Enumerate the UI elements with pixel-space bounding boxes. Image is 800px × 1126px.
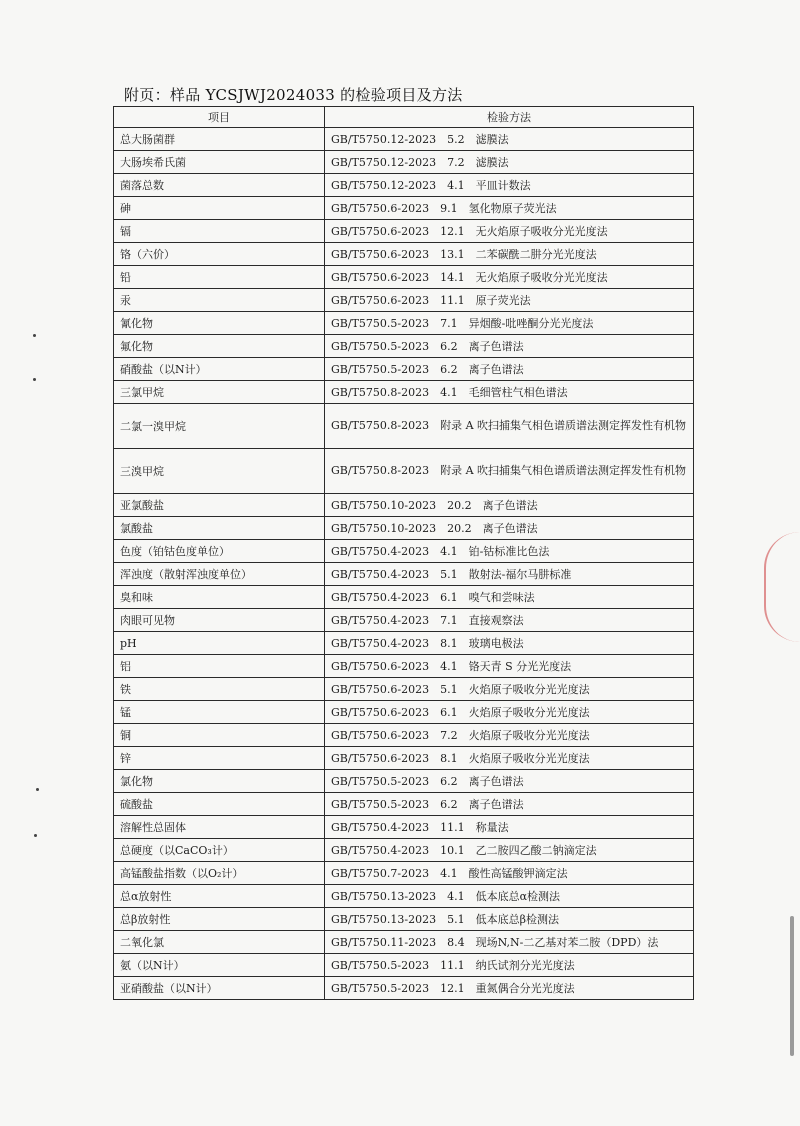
- row-method-cell: GB/T5750.6-2023 14.1 无火焰原子吸收分光光度法: [325, 266, 694, 289]
- table-row: [114, 655, 694, 678]
- table-row: [114, 358, 694, 381]
- row-method-cell: GB/T5750.12-2023 5.2 滤膜法: [325, 128, 694, 151]
- row-method-cell: GB/T5750.5-2023 7.1 异烟酸-吡唑酮分光光度法: [325, 312, 694, 335]
- table-row: [114, 449, 694, 494]
- table-row: [114, 931, 694, 954]
- row-item-cell: 铜: [114, 724, 325, 747]
- table-row: [114, 862, 694, 885]
- row-item-cell: 溶解性总固体: [114, 816, 325, 839]
- seal-stamp-partial: [764, 532, 800, 642]
- row-item-cell: 氰化物: [114, 312, 325, 335]
- row-method-cell: GB/T5750.6-2023 13.1 二苯碳酰二肼分光光度法: [325, 243, 694, 266]
- table-row: [114, 563, 694, 586]
- scan-speck: [36, 788, 39, 791]
- row-item-cell: 大肠埃希氏菌: [114, 151, 325, 174]
- row-method-cell: GB/T5750.4-2023 8.1 玻璃电极法: [325, 632, 694, 655]
- row-item-cell: 总硬度（以CaCO₃计）: [114, 839, 325, 862]
- row-item-cell: 高锰酸盐指数（以O₂计）: [114, 862, 325, 885]
- table-row: [114, 701, 694, 724]
- row-item-cell: 锰: [114, 701, 325, 724]
- row-method-cell: GB/T5750.5-2023 6.2 离子色谱法: [325, 793, 694, 816]
- table-row: [114, 335, 694, 358]
- table-row: [114, 494, 694, 517]
- row-method-cell: GB/T5750.6-2023 4.1 铬天青 S 分光光度法: [325, 655, 694, 678]
- table-row: [114, 586, 694, 609]
- row-method-cell: GB/T5750.5-2023 6.2 离子色谱法: [325, 358, 694, 381]
- row-item-cell: 亚氯酸盐: [114, 494, 325, 517]
- row-method-cell: GB/T5750.13-2023 5.1 低本底总β检测法: [325, 908, 694, 931]
- table-row: [114, 885, 694, 908]
- table-row: [114, 678, 694, 701]
- row-method-cell: GB/T5750.4-2023 7.1 直接观察法: [325, 609, 694, 632]
- table-row: [114, 724, 694, 747]
- scan-speck: [33, 378, 36, 381]
- table-row: [114, 174, 694, 197]
- table-row: [114, 793, 694, 816]
- row-item-cell: 铅: [114, 266, 325, 289]
- row-item-cell: pH: [114, 632, 325, 655]
- scan-speck: [33, 334, 36, 337]
- scrollbar[interactable]: [790, 916, 794, 1056]
- row-method-cell: GB/T5750.5-2023 11.1 纳氏试剂分光光度法: [325, 954, 694, 977]
- table-row: [114, 289, 694, 312]
- row-method-cell: GB/T5750.4-2023 10.1 乙二胺四乙酸二钠滴定法: [325, 839, 694, 862]
- row-item-cell: 亚硝酸盐（以N计）: [114, 977, 325, 1000]
- row-item-cell: 菌落总数: [114, 174, 325, 197]
- row-method-cell: GB/T5750.4-2023 5.1 散射法-福尔马肼标准: [325, 563, 694, 586]
- table-row: [114, 770, 694, 793]
- row-method-cell: GB/T5750.10-2023 20.2 离子色谱法: [325, 517, 694, 540]
- row-item-cell: 锌: [114, 747, 325, 770]
- table-row: [114, 540, 694, 563]
- row-method-cell: GB/T5750.10-2023 20.2 离子色谱法: [325, 494, 694, 517]
- table-row: [114, 747, 694, 770]
- row-method-cell: GB/T5750.6-2023 8.1 火焰原子吸收分光光度法: [325, 747, 694, 770]
- row-method-cell: GB/T5750.12-2023 7.2 滤膜法: [325, 151, 694, 174]
- row-method-cell: GB/T5750.4-2023 4.1 铂-钴标准比色法: [325, 540, 694, 563]
- row-item-cell: 铝: [114, 655, 325, 678]
- table-row: [114, 839, 694, 862]
- row-method-cell: GB/T5750.6-2023 7.2 火焰原子吸收分光光度法: [325, 724, 694, 747]
- row-item-cell: 氯酸盐: [114, 517, 325, 540]
- row-item-cell: 砷: [114, 197, 325, 220]
- row-item-cell: 镉: [114, 220, 325, 243]
- row-item-cell: 三溴甲烷: [114, 449, 325, 494]
- document-title: 附页：样品 YCSJWJ2024033 的检验项目及方法: [124, 86, 463, 104]
- table-row: [114, 151, 694, 174]
- row-item-cell: 浑浊度（散射浑浊度单位）: [114, 563, 325, 586]
- row-item-cell: 二氧化氯: [114, 931, 325, 954]
- row-method-cell: GB/T5750.8-2023 附录 A 吹扫捕集气相色谱质谱法测定挥发性有机物: [325, 404, 694, 449]
- table-body: [114, 128, 694, 1000]
- row-method-cell: GB/T5750.8-2023 4.1 毛细管柱气相色谱法: [325, 381, 694, 404]
- row-method-cell: GB/T5750.6-2023 5.1 火焰原子吸收分光光度法: [325, 678, 694, 701]
- row-method-cell: GB/T5750.6-2023 9.1 氢化物原子荧光法: [325, 197, 694, 220]
- table-row: [114, 908, 694, 931]
- row-item-cell: 汞: [114, 289, 325, 312]
- row-item-cell: 总β放射性: [114, 908, 325, 931]
- table-row: [114, 977, 694, 1000]
- row-item-cell: 氨（以N计）: [114, 954, 325, 977]
- methods-table: [113, 106, 694, 1000]
- row-method-cell: GB/T5750.6-2023 6.1 火焰原子吸收分光光度法: [325, 701, 694, 724]
- scan-speck: [34, 834, 37, 837]
- row-method-cell: GB/T5750.8-2023 附录 A 吹扫捕集气相色谱质谱法测定挥发性有机物: [325, 449, 694, 494]
- row-method-cell: GB/T5750.11-2023 8.4 现场N,N-二乙基对苯二胺（DPD）法: [325, 931, 694, 954]
- table-row: [114, 381, 694, 404]
- row-method-cell: GB/T5750.5-2023 6.2 离子色谱法: [325, 770, 694, 793]
- row-item-cell: 三氯甲烷: [114, 381, 325, 404]
- table-header-row: [114, 107, 694, 128]
- row-method-cell: GB/T5750.13-2023 4.1 低本底总α检测法: [325, 885, 694, 908]
- row-method-cell: GB/T5750.6-2023 11.1 原子荧光法: [325, 289, 694, 312]
- table-row: [114, 954, 694, 977]
- table-row: [114, 312, 694, 335]
- row-method-cell: GB/T5750.5-2023 6.2 离子色谱法: [325, 335, 694, 358]
- row-item-cell: 臭和味: [114, 586, 325, 609]
- column-header-item: 项目: [114, 107, 325, 128]
- row-item-cell: 硝酸盐（以N计）: [114, 358, 325, 381]
- column-header-method: 检验方法: [325, 107, 694, 128]
- table-row: [114, 220, 694, 243]
- table-row: [114, 128, 694, 151]
- table-row: [114, 266, 694, 289]
- row-method-cell: GB/T5750.6-2023 12.1 无火焰原子吸收分光光度法: [325, 220, 694, 243]
- row-item-cell: 氯化物: [114, 770, 325, 793]
- table-row: [114, 404, 694, 449]
- row-method-cell: GB/T5750.4-2023 11.1 称量法: [325, 816, 694, 839]
- row-method-cell: GB/T5750.12-2023 4.1 平皿计数法: [325, 174, 694, 197]
- table-row: [114, 197, 694, 220]
- row-item-cell: 铁: [114, 678, 325, 701]
- row-item-cell: 总α放射性: [114, 885, 325, 908]
- row-item-cell: 铬（六价）: [114, 243, 325, 266]
- row-item-cell: 氟化物: [114, 335, 325, 358]
- table-row: [114, 816, 694, 839]
- row-item-cell: 硫酸盐: [114, 793, 325, 816]
- row-item-cell: 二氯一溴甲烷: [114, 404, 325, 449]
- row-method-cell: GB/T5750.4-2023 6.1 嗅气和尝味法: [325, 586, 694, 609]
- row-method-cell: GB/T5750.7-2023 4.1 酸性高锰酸钾滴定法: [325, 862, 694, 885]
- row-item-cell: 肉眼可见物: [114, 609, 325, 632]
- row-method-cell: GB/T5750.5-2023 12.1 重氮偶合分光光度法: [325, 977, 694, 1000]
- row-item-cell: 总大肠菌群: [114, 128, 325, 151]
- table-row: [114, 632, 694, 655]
- row-item-cell: 色度（铂钴色度单位）: [114, 540, 325, 563]
- table-row: [114, 609, 694, 632]
- table-row: [114, 243, 694, 266]
- table-row: [114, 517, 694, 540]
